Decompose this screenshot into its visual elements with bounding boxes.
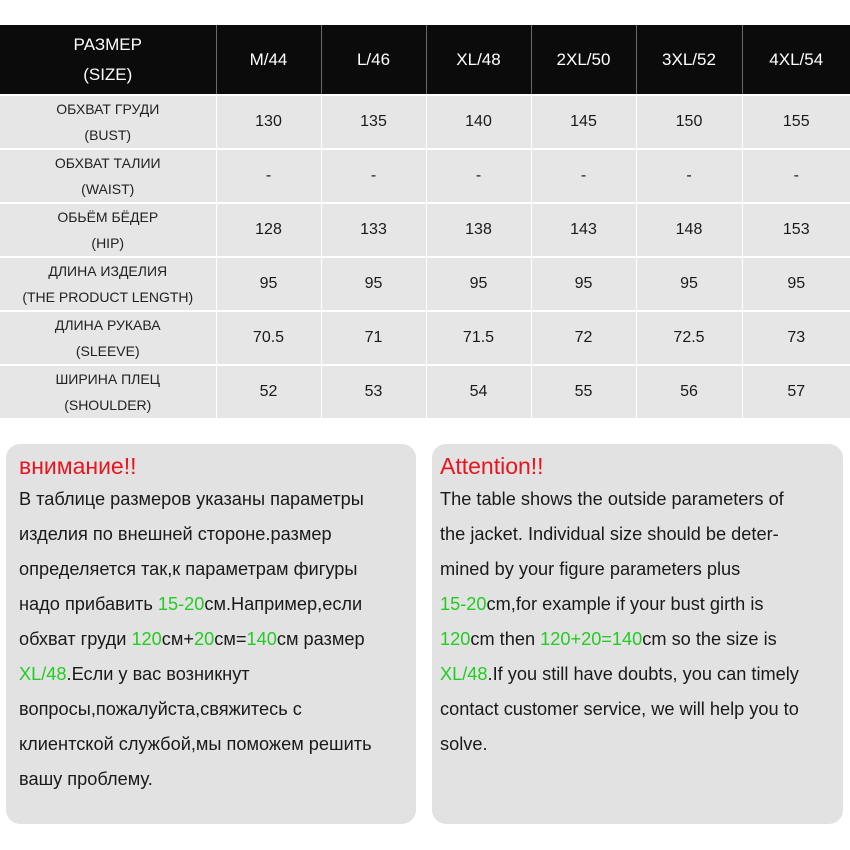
measurement-value: - [636, 149, 742, 203]
measurement-label-ru: ШИРИНА ПЛЕЦ [55, 371, 161, 387]
measurement-value: 130 [216, 95, 321, 149]
notice-line [440, 587, 843, 622]
measurement-value: - [321, 149, 426, 203]
measurement-value: 135 [321, 95, 426, 149]
notice-highlight: 120 [131, 629, 162, 649]
notice-text: вашу проблему. [19, 769, 153, 789]
measurement-label-en: (WAIST) [81, 181, 135, 197]
measurement-value: 155 [742, 95, 850, 149]
measurement-label-ru: ОБЬЁМ БЁДЕР [57, 209, 159, 225]
notice-line [440, 552, 843, 587]
notice-text: .Если у вас возникнут [66, 664, 250, 684]
notice-text: обхват груди [19, 629, 132, 649]
notice-text: вопросы,пожалуйста,свяжитесь с [19, 699, 302, 719]
notice-text: mined by your figure parameters plus [440, 559, 741, 579]
size-header-label-ru: РАЗМЕР [73, 34, 142, 54]
notice-text: определяется так,к параметрам фигуры [19, 559, 358, 579]
measurement-label-ru: ДЛИНА ИЗДЕЛИЯ [48, 263, 168, 279]
size-col-header: 2XL/50 [531, 25, 636, 95]
measurement-label-ru: ОБХВАТ ГРУДИ [56, 101, 160, 117]
notice-text: см+ [161, 629, 195, 649]
measurement-value: 53 [321, 365, 426, 418]
size-chart-table [0, 25, 850, 418]
notice-text: contact customer service, we will help you to [440, 699, 799, 719]
notice-title-en: Attention!! [440, 453, 544, 479]
measurement-value: 140 [426, 95, 531, 149]
measurement-value: 71 [321, 311, 426, 365]
measurement-label-en: (BUST) [84, 127, 132, 143]
measurement-label [0, 257, 216, 311]
notice-card-ru [6, 444, 416, 824]
measurement-row [0, 149, 850, 203]
measurement-label-ru: ДЛИНА РУКАВА [54, 317, 161, 333]
size-col-header: M/44 [216, 25, 321, 95]
notice-body-ru [19, 482, 416, 797]
notice-text: cm then [470, 629, 541, 649]
measurement-value: 57 [742, 365, 850, 418]
measurement-value: 95 [742, 257, 850, 311]
notice-text: the jacket. Individual size should be deter- [440, 524, 779, 544]
notice-text: см размер [276, 629, 365, 649]
size-header-label-en: (SIZE) [83, 64, 133, 84]
measurement-label-ru: ОБХВАТ ТАЛИИ [54, 155, 161, 171]
measurement-value: 95 [216, 257, 321, 311]
notice-card-en [432, 444, 843, 824]
notice-line [19, 762, 416, 797]
measurement-label-en: (THE PRODUCT LENGTH) [22, 289, 194, 305]
measurement-value: 133 [321, 203, 426, 257]
measurement-label [0, 149, 216, 203]
measurement-value: 70.5 [216, 311, 321, 365]
notice-text: В таблице размеров указаны параметры [19, 489, 364, 509]
notice-highlight: 140 [246, 629, 277, 649]
size-col-header: 4XL/54 [742, 25, 850, 95]
measurement-value: 150 [636, 95, 742, 149]
measurement-label [0, 311, 216, 365]
measurement-value: 54 [426, 365, 531, 418]
measurement-value: 71.5 [426, 311, 531, 365]
measurement-value: 128 [216, 203, 321, 257]
notice-text: cm so the size is [642, 629, 777, 649]
notice-line [440, 622, 843, 657]
notice-line [440, 482, 843, 517]
notice-line [19, 552, 416, 587]
measurement-value: 148 [636, 203, 742, 257]
notice-highlight: 20 [194, 629, 215, 649]
measurement-value: 153 [742, 203, 850, 257]
measurement-value: 95 [321, 257, 426, 311]
measurement-value: 145 [531, 95, 636, 149]
notice-text: .If you still have doubts, you can timely [487, 664, 799, 684]
size-col-header: L/46 [321, 25, 426, 95]
notice-text: The table shows the outside parameters of [440, 489, 784, 509]
measurement-value: 143 [531, 203, 636, 257]
notice-text: изделия по внешней стороне.размер [19, 524, 332, 544]
notice-body-en [440, 482, 843, 762]
measurement-label [0, 203, 216, 257]
notice-line [440, 657, 843, 692]
notice-text: cm,for example if your bust girth is [486, 594, 764, 614]
size-header-row [0, 25, 850, 95]
measurement-value: 72 [531, 311, 636, 365]
notice-text: solve. [440, 734, 488, 754]
notice-text: см.Например,если [204, 594, 363, 614]
notice-highlight: 15-20 [440, 594, 487, 614]
measurement-value: 95 [636, 257, 742, 311]
notice-text: клиентской службой,мы поможем решить [19, 734, 372, 754]
size-header-label [0, 25, 216, 95]
notice-title-ru: внимание!! [19, 453, 137, 479]
notice-line [440, 692, 843, 727]
measurement-value: 95 [426, 257, 531, 311]
measurement-value: - [742, 149, 850, 203]
measurement-label-en: (SHOULDER) [64, 397, 152, 413]
measurement-value: - [426, 149, 531, 203]
measurement-value: 52 [216, 365, 321, 418]
measurement-label-en: (SLEEVE) [75, 343, 140, 359]
notice-line [19, 587, 416, 622]
notice-text: надо прибавить [19, 594, 158, 614]
measurement-row [0, 95, 850, 149]
notice-highlight: 120+20=140 [540, 629, 643, 649]
notice-highlight: XL/48 [440, 664, 488, 684]
notice-line [19, 622, 416, 657]
measurement-label [0, 365, 216, 418]
notice-line [19, 482, 416, 517]
measurement-value: 138 [426, 203, 531, 257]
notice-line [19, 517, 416, 552]
measurement-row [0, 203, 850, 257]
notice-highlight: 120 [440, 629, 471, 649]
measurement-value: 55 [531, 365, 636, 418]
measurement-label [0, 95, 216, 149]
measurement-row [0, 257, 850, 311]
notice-highlight: 15-20 [157, 594, 205, 614]
measurement-value: 73 [742, 311, 850, 365]
notice-line [440, 727, 843, 762]
measurement-label-en: (HIP) [91, 235, 125, 251]
measurement-value: 72.5 [636, 311, 742, 365]
notice-line [19, 692, 416, 727]
notice-line [440, 517, 843, 552]
measurement-value: 95 [531, 257, 636, 311]
notice-highlight: XL/48 [19, 664, 67, 684]
notice-line [19, 727, 416, 762]
measurement-value: - [531, 149, 636, 203]
measurement-value: - [216, 149, 321, 203]
size-col-header: 3XL/52 [636, 25, 742, 95]
measurement-row [0, 365, 850, 418]
measurement-row [0, 311, 850, 365]
measurement-value: 56 [636, 365, 742, 418]
size-col-header: XL/48 [426, 25, 531, 95]
notice-text: см= [214, 629, 247, 649]
notice-line [19, 657, 416, 692]
